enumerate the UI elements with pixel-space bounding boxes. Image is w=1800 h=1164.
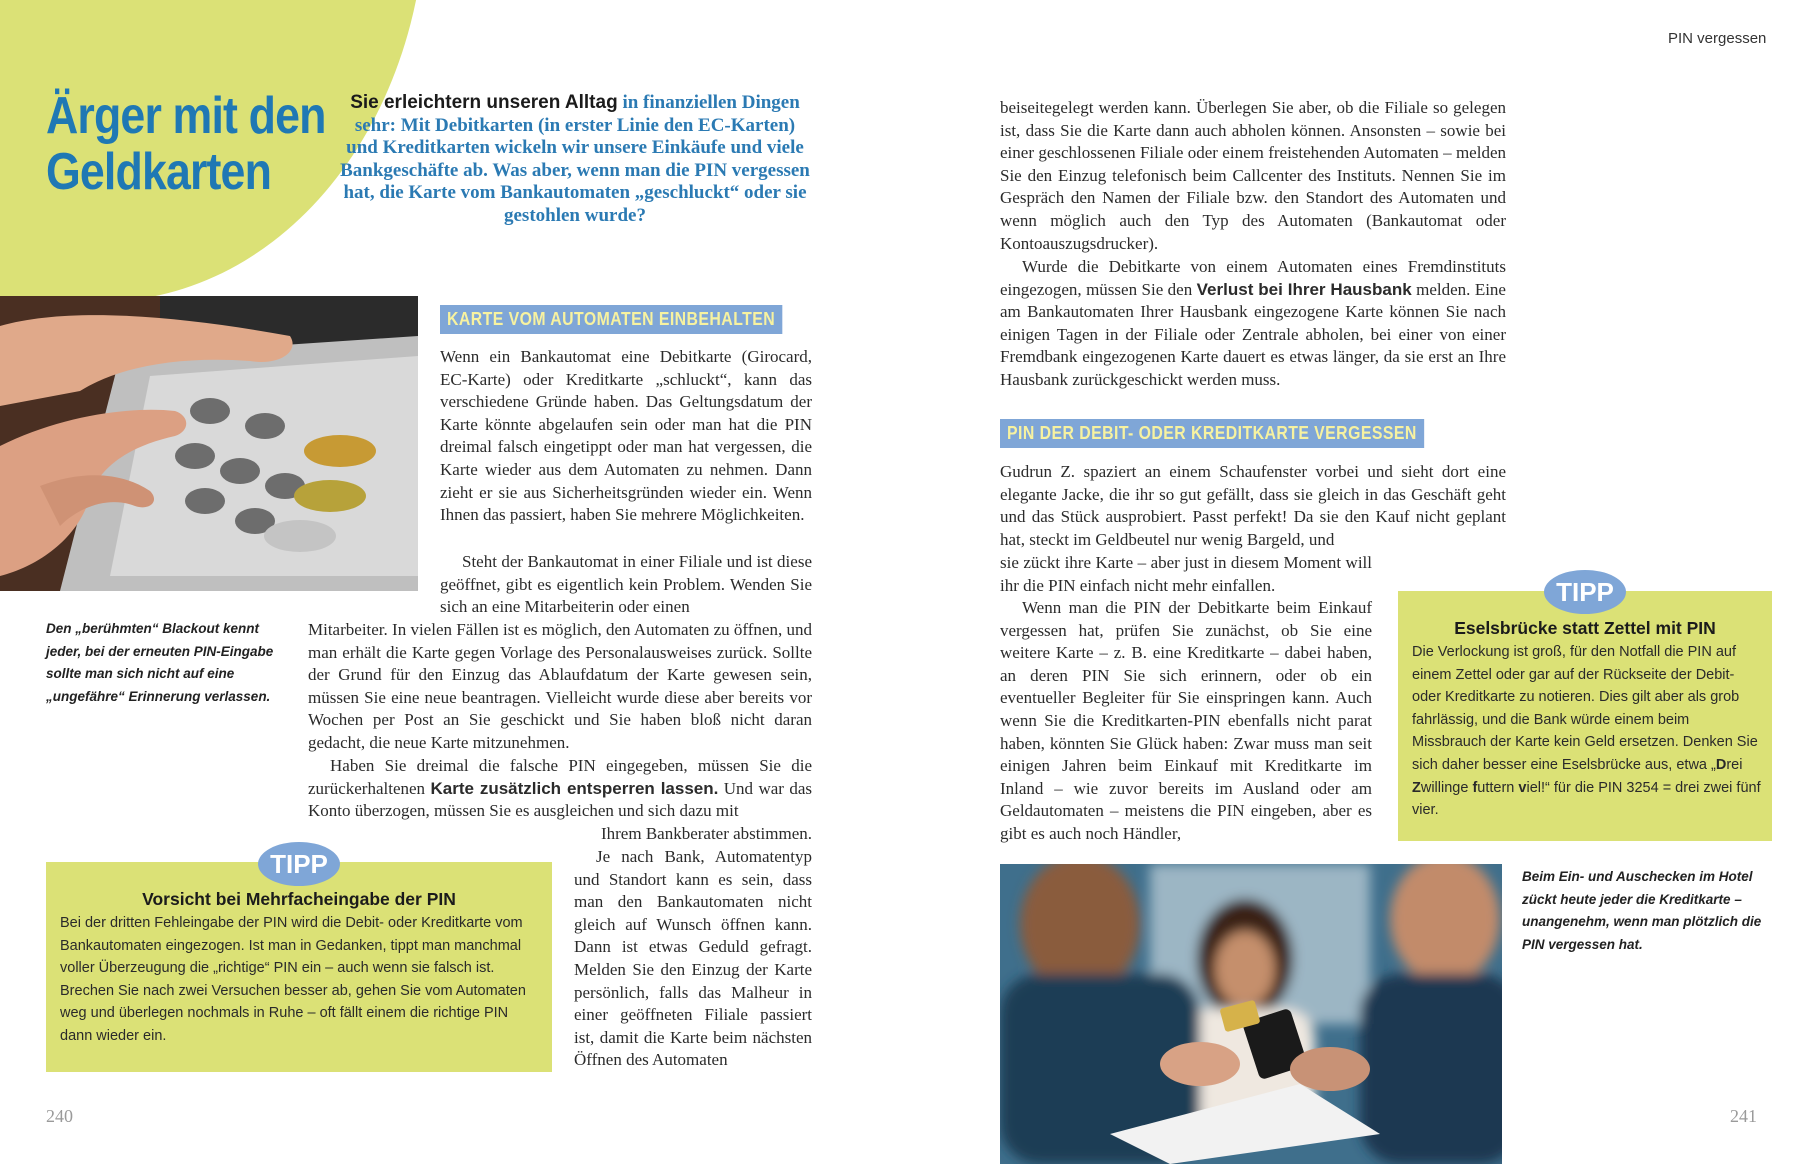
lead-text: in finanziellen Dingen sehr: Mit Debitkarten (in erster Linie den EC-Karten) und Kreditkarten wickeln wir unsere Einkäufe und viele Bankgeschäfte ab. Was aber, wenn man die PIN vergessen hat, die Karte vom Bankautomaten „geschluckt“ oder sie gestohlen wurde? (340, 92, 810, 226)
tip-text-bold: Z (1412, 779, 1421, 796)
page-number-left: 240 (46, 1106, 73, 1126)
tip-text-bold: f (1472, 779, 1478, 796)
section1-paragraph-2b: Mitarbeiter. In vielen Fällen ist es möglich, den Automaten zu öffnen, und man erhält die Karte gegen Vorlage des Personalausweises zurück. Sollte der Grund für den Einzug das Ablaufdatum der Karte gewesen sein, müssen Sie eine neue beantragen. Vielleicht wurde diese aber bereits vor Wochen per Post an Sie geschickt und Sie haben bloß nicht daran gedacht, die neue Karte mitzunehmen. (308, 620, 812, 752)
section2-paragraph-2: Wenn man die PIN der Debitkarte beim Einkauf vergessen hat, prüfen Sie zunächst, ob Sie eine weitere Karte – z. B. eine Kreditkarte – dabei haben, an deren PIN Sie sich erinnern, oder ob ein eventueller Begleiter für Sie einspringen kann. Auch wenn Sie die Kreditkarten-PIN ebenfalls nicht parat haben, könnten Sie Glück haben: Zwar muss man seit einigen Jahren beim Einkauf mit Kreditkarte im Inland – wie zuvor bereits im Ausland oder am Geldautomaten – meistens die PIN eingeben, aber es gibt es auch noch Händler, (1000, 598, 1372, 843)
tip-text-part: willinge (1420, 779, 1473, 796)
section-heading-card-retained: KARTE VOM AUTOMATEN EINBEHALTEN (440, 305, 782, 334)
title-line-2: Geldkarten (46, 143, 272, 201)
section-heading-pin-forgotten: PIN DER DEBIT- ODER KREDITKARTE VERGESSEN (1000, 419, 1424, 448)
right-paragraph-1: beiseitegelegt werden kann. Überlegen Sie aber, ob die Filiale so gelegen ist, dass Sie die Karte dann auch abholen können. Ansonsten – sowie bei einer geschlossenen Filiale oder einem freistehenden Automaten – melden Sie den Einzug telefonisch beim Callcenter des Instituts. Nennen Sie im Gespräch den Namen der Filiale bzw. den Standort des Automaten und wenn möglich auch den Typ des Automaten (Bankautomat oder Kontoauszugsdrucker). (1000, 98, 1506, 253)
tip-text-part: Die Verlockung ist groß, für den Notfall die PIN auf einem Zettel oder gar auf der Rückseite der Debit- oder Kreditkarte zu notieren. Dies gilt aber als grob fahrlässig, und die Bank würde einem beim Missbrauch der Karte kein Geld ersetzen. Denken Sie sich daher besser eine Eselsbrücke aus, etwa „ (1412, 644, 1758, 773)
tip-text-bold: D (1715, 756, 1727, 773)
page-title (46, 88, 326, 200)
tip-box-mnemonic (1398, 591, 1772, 841)
page-number-right: 241 (1730, 1106, 1757, 1126)
lead-in: Sie erleichtern unseren Alltag (350, 92, 618, 113)
photo-caption-right: Beim Ein- und Auschecken im Hotel zückt heute jeder die Kreditkarte – unangenehm, wenn man plötzlich die PIN vergessen hat. (1522, 869, 1762, 952)
tip-text-part: iel!“ für die PIN 3254 = drei zwei fünf vier. (1412, 779, 1761, 819)
right-p2-bold: Verlust bei Ihrer Hausbank (1196, 279, 1412, 299)
right-paragraph-2 (1000, 256, 1506, 392)
tip-badge: TIPP (258, 842, 340, 886)
hotel-checkin-illustration (1000, 864, 1502, 1164)
tip-text: Bei der dritten Fehleingabe der PIN wird die Debit- oder Kreditkarte vom Bankautomaten eingezogen. Ist man in Gedanken, tippt man manchmal voller Überzeugung die „richtige“ PIN ein – auch wenn sie falsch ist. Brechen Sie nach zwei Versuchen besser ab, gehen Sie vom Automaten weg und überlegen nochmals in Ruhe – oft fällt einem die richtige PIN dann wieder ein. (60, 915, 526, 1044)
right-p2-text-b: melden. Eine am Bankautomaten Ihrer Hausbank eingezogene Karte können Sie nach einigen Tagen in der Filiale oder Zentrale abholen, bei einer von einer Fremdbank eingezogenen Karte dauert es etwas länger, da sie erst an Ihre Hausbank zurückgeschickt werden muss. (1000, 279, 1506, 389)
section1-paragraph-2a: Steht der Bankautomat in einer Filiale und ist diese geöffnet, gibt es eigentlich kein Problem. Wenden Sie sich an eine Mitarbeiterin oder einen (440, 552, 812, 617)
section1-paragraph-3c: Ihrem Bankberater abstimmen. (600, 824, 812, 843)
photo-caption-left: Den „berühmten“ Blackout kennt jeder, bei der erneuten PIN-Eingabe sollte man sich nicht auf eine „ungefähre“ Erinnerung verlassen. (46, 621, 274, 704)
tip-title: Vorsicht bei Mehrfacheingabe der PIN (142, 889, 456, 909)
section1-paragraph-1: Wenn ein Bankautomat eine Debitkarte (Girocard, EC-Karte) oder Kreditkarte „schluckt“, kann das verschiedene Gründe haben. Das Geltungsdatum der Karte könnte abgelaufen sein oder man hat die PIN dreimal falsch eingetippt oder man hat vergessen, die Karte wieder aus dem Automaten zu nehmen. Dann zieht er sie aus Sicherheitsgründen wieder ein. Wenn Ihnen das passiert, haben Sie mehrere Möglichkeiten. (440, 347, 812, 525)
section2-paragraph-1a: Gudrun Z. spaziert an einem Schaufenster vorbei und sieht dort eine elegante Jacke, die ihr so gut gefällt, dass sie gleich in das Geschäft geht und das Stück ausprobiert. Passt perfekt! Da sie den Kauf nicht geplant hat, steckt im Geldbeutel nur wenig Bargeld, und (1000, 462, 1506, 549)
section1-p3-text-a: Haben Sie dreimal die falsche PIN eingegeben, müssen Sie die zurückerhaltenen (308, 756, 812, 798)
section2-paragraph-1b: sie zückt ihre Karte – aber just in diesem Moment will ihr die PIN einfach nicht mehr einfallen. (1000, 553, 1372, 595)
hotel-checkin-photo (1000, 864, 1502, 1164)
lead-paragraph (340, 92, 810, 228)
atm-keypad-illustration (0, 296, 418, 591)
tip-text-bold: v (1518, 779, 1527, 796)
tip-box-multiple-pin-entry (46, 862, 552, 1072)
tip-text (1412, 641, 1762, 822)
section1-p3-bold: Karte zusätzlich entsperren lassen. (430, 778, 719, 798)
tip-badge: TIPP (1544, 570, 1626, 614)
section1-paragraph-3 (308, 755, 812, 823)
section1-paragraph-4: Je nach Bank, Automatentyp und Standort kann es sein, dass man den Bankautomaten nicht gleich auf Wunsch öffnen kann. Dann ist etwas Geduld gefragt. Melden Sie den Einzug der Karte persönlich, falls das Malheur in einer geöffneten Filiale passiert ist, damit die Karte beim nächsten Öffnen des Automaten (574, 847, 812, 1070)
section1-p3-text-b: Und war das Konto überzogen, müssen Sie es ausgleichen und sich dazu mit (308, 778, 813, 821)
title-line-1: Ärger mit den (46, 87, 326, 145)
atm-keypad-photo (0, 296, 418, 591)
right-p2-text-a: Wurde die Debitkarte von einem Automaten eines Fremdinstituts eingezogen, müssen Sie den (1000, 257, 1506, 299)
tip-text-part: uttern (1477, 779, 1519, 796)
tip-text-part: rei (1726, 756, 1743, 773)
running-head: PIN vergessen (1668, 30, 1767, 47)
tip-title: Eselsbrücke statt Zettel mit PIN (1454, 618, 1716, 638)
